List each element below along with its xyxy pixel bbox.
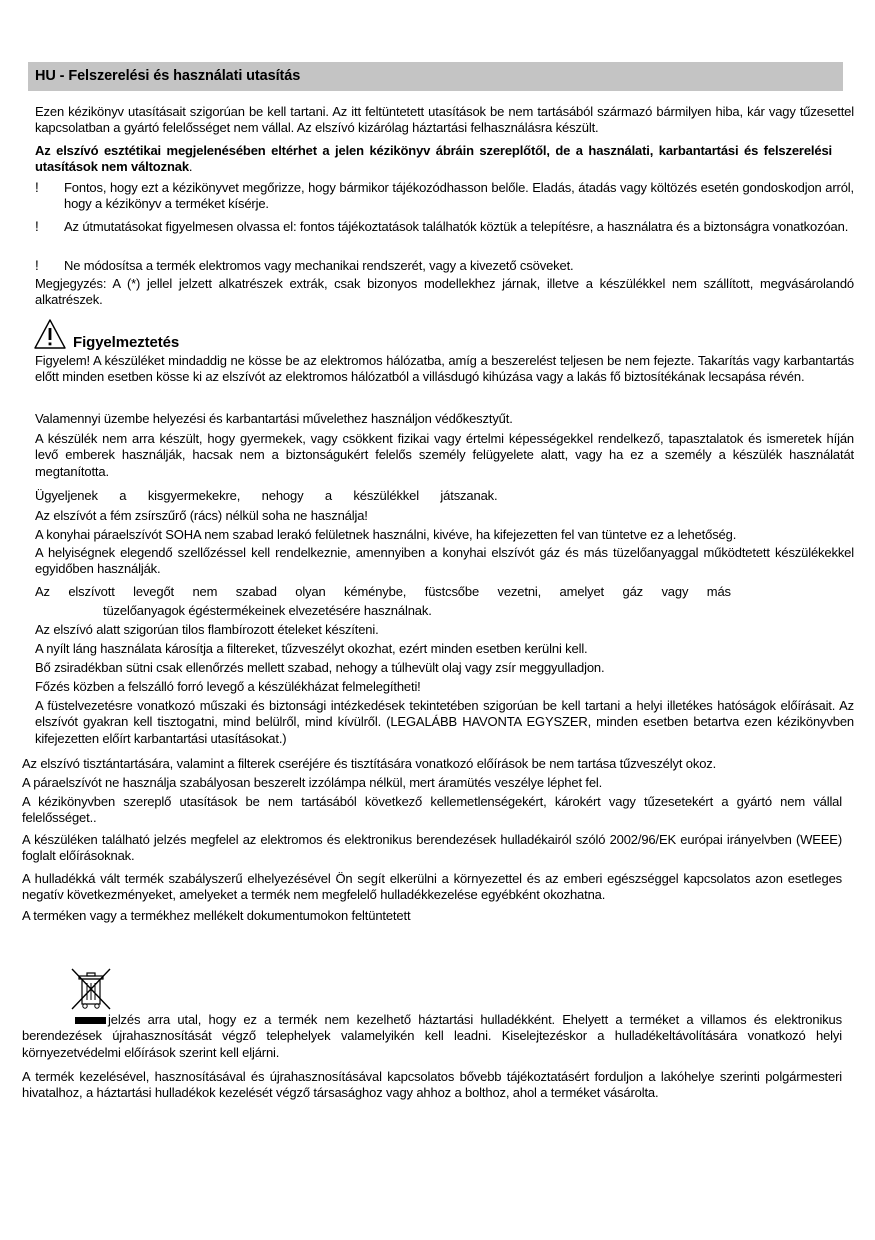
- warning-item: A konyhai páraelszívót SOHA nem szabad lerakó felületnek használni, kivéve, ha kifejezetten fel van tüntetve ez a lehetőség.: [35, 527, 737, 542]
- warning-item: Az elszívott levegőt nem szabad olyan kéménybe, füstcsőbe vezetni, amelyet gáz vagy más: [35, 584, 731, 599]
- bullet-item-3: Ne módosítsa a termék elektromos vagy mechanikai rendszerét, vagy a kivezető csöveket.: [64, 258, 574, 273]
- warning-item: tüzelőanyagok égéstermékeinek elvezetésére használnak.: [103, 603, 432, 618]
- note-paragraph: Megjegyzés: A (*) jellel jelzett alkatrészek extrák, csak bizonyos modellekhez járnak, illetve a készülékkel nem szállított, megvásárolandó alkatrészek.: [35, 276, 854, 308]
- bullet-mark-3: !: [35, 258, 39, 273]
- bullet-item-2: Az útmutatásokat figyelmesen olvassa el: fontos tájékoztatások találhatók köztük a telepítésre, a használatra és a biztonságra vonatkozóan.: [64, 219, 849, 234]
- warning-item: A kézikönyvben szereplő utasítások be nem tartásából következő kellemetlenségekért, károkért vagy tűzesetekért a gyártó nem vállal felelősséget..: [22, 794, 842, 826]
- intro-bold-notice: [35, 143, 832, 176]
- weee-paragraph: jelzés arra utal, hogy ez a termék nem kezelhető háztartási hulladékként. Ehelyett a terméket a villamos és elektronikus berendezések újrahasznosítását végző telephelyek valamelyikén kell leadni. Kiselejtezéskor a hulladékeltávolítására vonatkozó helyi környezetvédelmi előírások szerint kell eljárni.: [22, 1012, 842, 1060]
- warning-item: A készüléken található jelzés megfelel az elektromos és elektronikus berendezések hulladékairól szóló 2002/96/EK európai irányelvben (WEEE) foglalt előírásoknak.: [22, 832, 842, 864]
- bullet-mark-2: !: [35, 219, 39, 234]
- warning-heading: Figyelmeztetés: [73, 334, 180, 351]
- warning-item: Az elszívó tisztántartására, valamint a filterek cseréjére és tisztítására vonatkozó előírások be nem tartása tűzveszélyt okoz.: [22, 756, 717, 771]
- warning-item: Valamennyi üzembe helyezési és karbantartási művelethez használjon védőkesztyűt.: [35, 411, 513, 426]
- warning-item: A füstelvezetésre vonatkozó műszaki és biztonsági intézkedések tekintetében szigorúan be kell tartani a helyi illetékes hatóságok előírásait. Az elszívót gyakran kell tisztogatni, mind belülről, mind kívülről. (LEGALÁBB HAVONTA EGYSZER, minden esetben betartva ezen kézikönyvben kifejezetten előírt karbantartási utasításokat.): [35, 698, 854, 746]
- weee-contact-paragraph: A termék kezelésével, hasznosításával és újrahasznosításával kapcsolatos bővebb tájékoztatásért forduljon a lakóhelye szerinti polgármesteri hivatalhoz, a háztartási hulladékok kezelését végző társasághoz vagy ahhoz a bolthoz, ahol a terméket vásárolta.: [22, 1069, 842, 1101]
- warning-item: A helyiségnek elegendő szellőzéssel kell rendelkeznie, amennyiben a konyhai elszívót gáz és más tüzelőanyaggal működtetett készülékekkel egyidőben használják.: [35, 545, 854, 577]
- bullet-item-1: Fontos, hogy ezt a kézikönyvet megőrizze, hogy bármikor tájékozódhasson belőle. Eladás, átadás vagy költözés esetén gondoskodjon arról, hogy a kézikönyv a terméket kísérje.: [64, 180, 854, 212]
- warning-item: Figyelem! A készüléket mindaddig ne kösse be az elektromos hálózatba, amíg a beszerelést teljesen be nem fejezte. Takarítás vagy karbantartás előtt minden esetben kösse ki az elszívót az elektromos hálózatból a villásdugó kihúzása vagy a lakás fő biztosítékának lecsapása révén.: [35, 353, 854, 385]
- intro-bold-text: Az elszívó esztétikai megjelenésében eltérhet a jelen kézikönyv ábráin szereplőtől, de a használati, karbantartási és felszerelési utasítások nem változnak: [35, 143, 832, 175]
- crossed-out-bin-icon: [68, 966, 114, 1012]
- warning-item: A páraelszívót ne használja szabályosan beszerelt izzólámpa nélkül, mert áramütés veszélye léphet fel.: [22, 775, 603, 790]
- warning-item: Ügyeljenek a kisgyermekekre, nehogy a készülékkel játszanak.: [35, 488, 498, 503]
- warning-item: A hulladékká vált termék szabályszerű elhelyezésével Ön segít elkerülni a környezettel és az emberi egészséggel kapcsolatos azon esetleges negatív következményeket, amelyeket a termék nem megfelelő hulladékkezelése egyébként okozhatna.: [22, 871, 842, 903]
- warning-item: A nyílt láng használata károsítja a filtereket, tűzveszélyt okozhat, ezért minden esetben kerülni kell.: [35, 641, 588, 656]
- page-title: HU - Felszerelési és használati utasítás: [28, 62, 843, 91]
- warning-item: Az elszívót a fém zsírszűrő (rács) nélkül soha ne használja!: [35, 508, 368, 523]
- intro-paragraph: Ezen kézikönyv utasításait szigorúan be kell tartani. Az itt feltüntetett utasítások be nem tartásából származó bármilyen hiba, kár vagy tűzesettel kapcsolatban a gyártó felelősséget nem vállal. Az elszívó kizárólag háztartási felhasználásra készült.: [35, 104, 854, 136]
- warning-item: A terméken vagy a termékhez mellékelt dokumentumokon feltüntetett: [22, 908, 411, 923]
- warning-item: Főzés közben a felszálló forró levegő a készülékházat felmelegítheti!: [35, 679, 421, 694]
- warning-item: Bő zsiradékban sütni csak ellenőrzés mellett szabad, nehogy a túlhevült olaj vagy zsír meggyulladjon.: [35, 660, 605, 675]
- warning-item: Az elszívó alatt szigorúan tilos flambírozott ételeket készíteni.: [35, 622, 379, 637]
- warning-heading-block: [33, 318, 233, 354]
- warning-item: A készülék nem arra készült, hogy gyermekek, vagy csökkent fizikai vagy értelmi képességekkel rendelkező, tapasztalatok és ismeretek híján levő emberek használják, hacsak nem a biztonságukért felelős személy felügyelete alatt, vagy ha ez a személy a készülék használatát megtanította.: [35, 431, 854, 479]
- bullet-mark-1: !: [35, 180, 39, 195]
- warning-triangle-icon: [33, 318, 67, 350]
- intro-bold-tail: .: [188, 159, 193, 175]
